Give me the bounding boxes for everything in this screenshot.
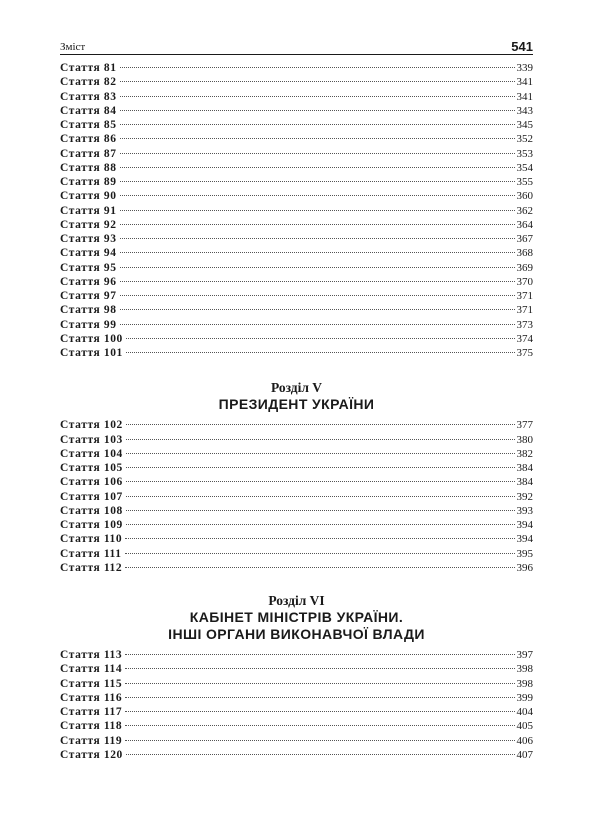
- toc-entry-page: 396: [516, 561, 533, 574]
- toc-entry-page: 343: [516, 104, 533, 117]
- toc-entry: [60, 475, 533, 489]
- toc-entry-label: Стаття 104: [60, 447, 123, 460]
- toc-entry-label: Стаття 99: [60, 318, 117, 331]
- toc-entry-page: 355: [516, 176, 533, 188]
- dot-leader: [126, 496, 515, 497]
- toc-entry: [60, 677, 533, 691]
- dot-leader: [120, 167, 515, 168]
- toc-entry-page: 394: [516, 519, 533, 531]
- toc-entry: [60, 332, 533, 346]
- toc-entry-label: Стаття 118: [60, 720, 123, 733]
- toc-entry-label: Стаття 96: [60, 275, 117, 288]
- toc-entry-label: Стаття 98: [60, 304, 117, 317]
- toc-entry-label: Стаття 84: [60, 104, 117, 117]
- toc-entry: [60, 75, 533, 89]
- toc-entry-label: Стаття 107: [60, 490, 123, 503]
- toc-entry: [60, 275, 533, 289]
- chapter-5-heading: [60, 380, 533, 413]
- toc-entry-page: 384: [516, 462, 533, 474]
- toc-entry-label: Стаття 119: [60, 734, 123, 747]
- toc-entry-label: Стаття 82: [60, 76, 117, 89]
- dot-leader: [126, 424, 515, 425]
- toc-entry: [60, 232, 533, 246]
- toc-entry: [60, 118, 533, 132]
- toc-entry-page: 375: [516, 347, 533, 359]
- toc-entry-page: 374: [516, 332, 533, 345]
- toc-entry-label: Стаття 89: [60, 176, 117, 188]
- toc-entry-page: 362: [516, 204, 533, 217]
- toc-entry-page: 382: [516, 447, 533, 460]
- dot-leader: [120, 67, 515, 68]
- chapter-number: Розділ VI: [268, 593, 325, 608]
- toc-entry-label: Стаття 81: [60, 62, 117, 74]
- toc-entry-page: 354: [516, 161, 533, 174]
- toc-entry: [60, 346, 533, 360]
- toc-list-chapter-6: [60, 648, 533, 762]
- toc-entry: [60, 289, 533, 303]
- toc-entry: [60, 175, 533, 189]
- toc-entry: [60, 303, 533, 317]
- toc-entry: [60, 532, 533, 546]
- toc-entry: [60, 204, 533, 218]
- dot-leader: [120, 324, 515, 325]
- toc-entry-page: 367: [516, 233, 533, 245]
- toc-entry: [60, 662, 533, 676]
- running-header: [60, 38, 533, 55]
- dot-leader: [125, 711, 514, 712]
- toc-entry-label: Стаття 110: [60, 533, 123, 546]
- toc-entry-page: 395: [516, 547, 533, 560]
- toc-entry-label: Стаття 106: [60, 476, 123, 489]
- toc-entry-page: 360: [516, 190, 533, 203]
- toc-entry: [60, 418, 533, 432]
- dot-leader: [126, 467, 515, 468]
- dot-leader: [120, 181, 515, 182]
- toc-entry: [60, 61, 533, 75]
- dot-leader: [125, 697, 514, 698]
- chapter-title-line1: КАБІНЕТ МІНІСТРІВ УКРАЇНИ.: [189, 609, 404, 625]
- toc-entry-label: Стаття 101: [60, 347, 123, 359]
- toc-entry-page: 341: [516, 76, 533, 89]
- toc-entry: [60, 132, 533, 146]
- toc-entry: [60, 504, 533, 518]
- toc-entry-page: 407: [516, 748, 533, 761]
- toc-entry-page: 369: [516, 261, 533, 274]
- toc-entry: [60, 189, 533, 203]
- toc-entry-page: 370: [516, 275, 533, 288]
- dot-leader: [126, 510, 515, 511]
- toc-entry-label: Стаття 115: [60, 677, 123, 690]
- document-page: [60, 38, 533, 762]
- toc-entry-label: Стаття 113: [60, 649, 123, 661]
- toc-entry-page: 384: [516, 476, 533, 489]
- dot-leader: [125, 740, 514, 741]
- dot-leader: [126, 439, 515, 440]
- toc-entry: [60, 734, 533, 748]
- chapter-title: ПРЕЗИДЕНТ УКРАЇНИ: [218, 396, 375, 413]
- chapter-title-line2: ІНШІ ОРГАНИ ВИКОНАВЧОЇ ВЛАДИ: [168, 626, 425, 642]
- toc-entry: [60, 261, 533, 275]
- dot-leader: [120, 252, 515, 253]
- toc-list-chapter-5: [60, 418, 533, 575]
- dot-leader: [126, 338, 515, 339]
- toc-entry: [60, 719, 533, 733]
- toc-entry-page: 371: [516, 290, 533, 302]
- toc-entry-page: 392: [516, 490, 533, 503]
- toc-entry-label: Стаття 109: [60, 519, 123, 531]
- page-number: 541: [511, 39, 533, 54]
- dot-leader: [126, 481, 515, 482]
- toc-entry-page: 377: [516, 419, 533, 432]
- toc-entry-label: Стаття 117: [60, 706, 123, 718]
- dot-leader: [126, 524, 515, 525]
- toc-entry-page: 353: [516, 147, 533, 160]
- toc-list-part1: [60, 61, 533, 360]
- dot-leader: [120, 267, 515, 268]
- toc-entry-page: 397: [516, 649, 533, 661]
- toc-entry-page: 394: [516, 533, 533, 546]
- toc-entry: [60, 518, 533, 532]
- toc-entry-page: 345: [516, 119, 533, 131]
- toc-entry-page: 373: [516, 318, 533, 331]
- dot-leader: [120, 138, 515, 139]
- toc-entry-label: Стаття 120: [60, 748, 123, 761]
- dot-leader: [120, 153, 515, 154]
- toc-entry-page: 380: [516, 433, 533, 446]
- dot-leader: [120, 124, 515, 125]
- dot-leader: [126, 352, 515, 353]
- toc-entry: [60, 90, 533, 104]
- toc-entry-label: Стаття 114: [60, 663, 123, 676]
- toc-entry: [60, 648, 533, 662]
- dot-leader: [120, 96, 515, 97]
- toc-entry-page: 341: [516, 90, 533, 103]
- toc-entry: [60, 433, 533, 447]
- toc-entry-page: 404: [516, 706, 533, 718]
- dot-leader: [125, 725, 514, 726]
- dot-leader: [125, 567, 514, 568]
- dot-leader: [120, 110, 515, 111]
- chapter-6-heading: [60, 593, 533, 643]
- toc-entry: [60, 447, 533, 461]
- toc-entry-label: Стаття 93: [60, 233, 117, 245]
- dot-leader: [120, 281, 515, 282]
- toc-entry-label: Стаття 91: [60, 204, 117, 217]
- toc-entry-page: 405: [516, 720, 533, 733]
- dot-leader: [120, 238, 515, 239]
- toc-entry-label: Стаття 97: [60, 290, 117, 302]
- toc-entry-page: 364: [516, 218, 533, 231]
- toc-entry: [60, 161, 533, 175]
- toc-entry-page: 339: [516, 62, 533, 74]
- toc-entry-label: Стаття 87: [60, 147, 117, 160]
- toc-entry: [60, 147, 533, 161]
- toc-entry: [60, 461, 533, 475]
- dot-leader: [120, 81, 515, 82]
- toc-entry: [60, 705, 533, 719]
- toc-entry-label: Стаття 102: [60, 419, 123, 432]
- dot-leader: [126, 754, 515, 755]
- toc-entry-page: 371: [516, 304, 533, 317]
- dot-leader: [120, 195, 515, 196]
- toc-entry-label: Стаття 103: [60, 433, 123, 446]
- toc-entry-label: Стаття 83: [60, 90, 117, 103]
- toc-entry: [60, 104, 533, 118]
- dot-leader: [125, 553, 515, 554]
- toc-entry-page: 399: [516, 691, 533, 704]
- dot-leader: [120, 224, 515, 225]
- toc-entry-label: Стаття 88: [60, 161, 117, 174]
- toc-entry-page: 352: [516, 133, 533, 146]
- dot-leader: [120, 295, 515, 296]
- toc-entry-label: Стаття 86: [60, 133, 117, 146]
- toc-entry-label: Стаття 112: [60, 561, 123, 574]
- toc-entry-page: 393: [516, 504, 533, 517]
- dot-leader: [120, 309, 515, 310]
- toc-entry-page: 368: [516, 247, 533, 260]
- toc-entry-page: 398: [516, 663, 533, 676]
- toc-entry-page: 406: [516, 734, 533, 747]
- section-title: Зміст: [60, 41, 86, 53]
- toc-entry: [60, 218, 533, 232]
- toc-entry-label: Стаття 95: [60, 261, 117, 274]
- toc-entry-label: Стаття 85: [60, 119, 117, 131]
- dot-leader: [126, 453, 515, 454]
- dot-leader: [125, 668, 514, 669]
- toc-entry-label: Стаття 111: [60, 547, 122, 560]
- dot-leader: [125, 683, 514, 684]
- toc-entry: [60, 318, 533, 332]
- toc-entry: [60, 547, 533, 561]
- toc-entry: [60, 561, 533, 575]
- dot-leader: [120, 210, 515, 211]
- toc-entry: [60, 748, 533, 762]
- toc-entry: [60, 246, 533, 260]
- chapter-number: Розділ V: [270, 380, 323, 396]
- toc-entry-label: Стаття 94: [60, 247, 117, 260]
- toc-entry: [60, 490, 533, 504]
- toc-entry-label: Стаття 105: [60, 462, 123, 474]
- toc-entry: [60, 691, 533, 705]
- toc-entry-page: 398: [516, 677, 533, 690]
- toc-entry-label: Стаття 108: [60, 504, 123, 517]
- toc-entry-label: Стаття 90: [60, 190, 117, 203]
- toc-entry-label: Стаття 92: [60, 218, 117, 231]
- toc-entry-label: Стаття 100: [60, 332, 123, 345]
- dot-leader: [125, 654, 514, 655]
- toc-entry-label: Стаття 116: [60, 691, 123, 704]
- dot-leader: [125, 538, 514, 539]
